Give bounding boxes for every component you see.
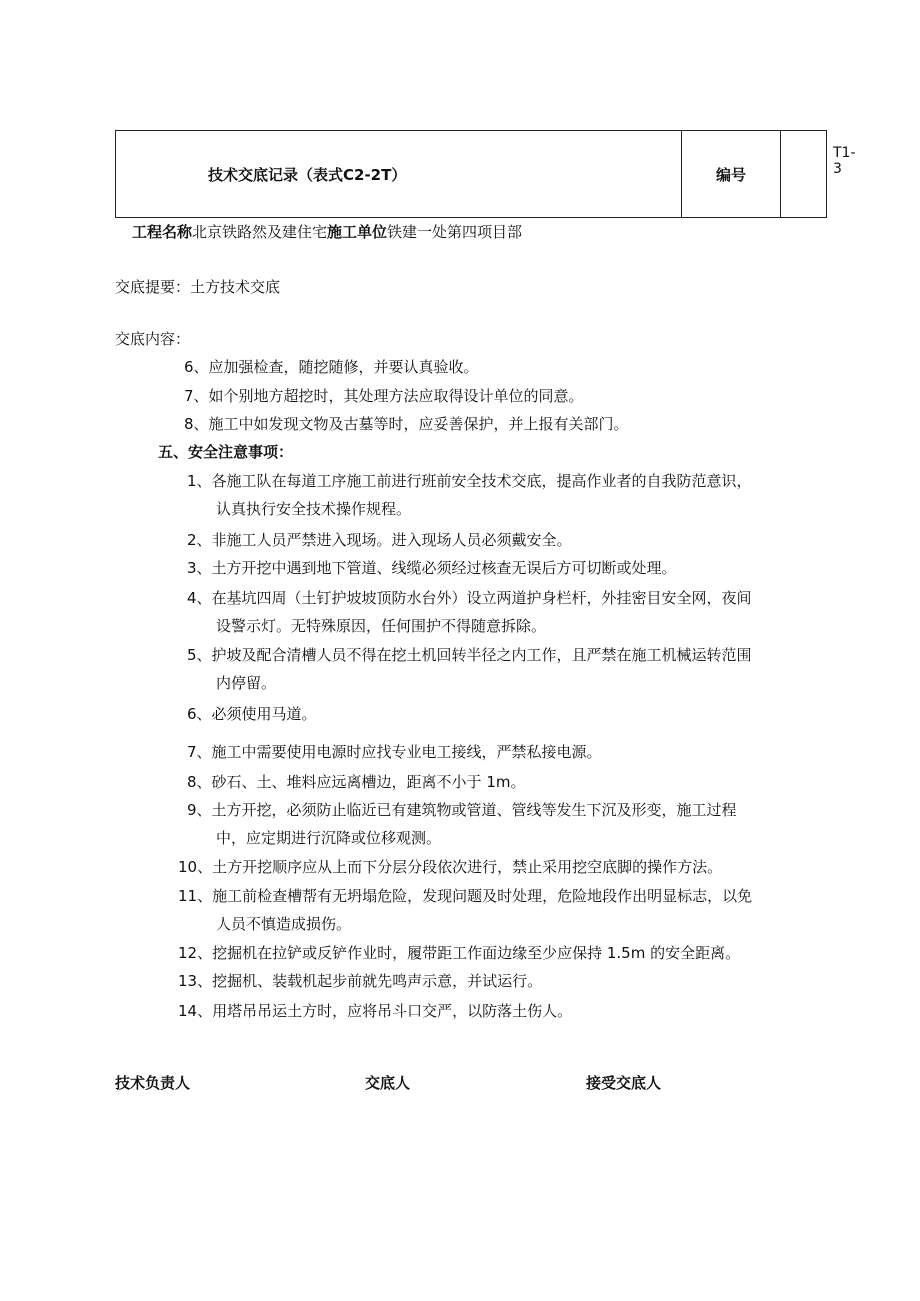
safety-item	[187, 800, 737, 820]
project-name-label: 工程名称	[132, 223, 193, 241]
content-item-text: 施工中如发现文物及古墓等时，应妥善保护，并上报有关部门。	[208, 415, 629, 433]
safety-item	[178, 1001, 572, 1021]
safety-item-number: 14、	[178, 1002, 213, 1020]
safety-item-continuation: 内停留。	[216, 674, 277, 692]
safety-item	[187, 558, 677, 578]
safety-item	[187, 704, 317, 724]
safety-item	[187, 645, 752, 665]
safety-item	[187, 742, 602, 762]
safety-item-text: 各施工队在每道工序施工前进行班前安全技术交底，提高作业者的自我防范意识，	[211, 472, 752, 490]
safety-item-text: 土方开挖顺序应从上而下分层分段依次进行，禁止采用挖空底脚的操作方法。	[212, 858, 723, 876]
document-title: 技术交底记录（表式C2-2T）	[116, 131, 682, 218]
project-name-value: 北京铁路然及建住宅	[192, 223, 328, 241]
safety-item-text: 必须使用马道。	[211, 705, 317, 723]
content-label: 交底内容：	[115, 330, 191, 348]
safety-item-text: 砂石、土、堆料应远离槽边，距离不小于 1m。	[211, 773, 526, 791]
safety-item-number: 11、	[178, 887, 213, 905]
safety-item-text: 在基坑四周（土钉护坡坡顶防水台外）设立两道护身栏杆，外挂密目安全网，夜间	[211, 589, 752, 607]
safety-item	[187, 772, 525, 792]
header-table	[115, 130, 856, 218]
safety-item-number: 6、	[187, 705, 212, 723]
safety-item-continuation: 认真执行安全技术操作规程。	[216, 500, 412, 518]
safety-item-text: 土方开挖，必须防止临近已有建筑物或管道、管线等发生下沉及形变，施工过程	[211, 801, 737, 819]
safety-item	[178, 857, 722, 877]
summary-label: 交底提要：	[115, 278, 191, 296]
safety-item	[187, 471, 752, 491]
safety-item-number: 13、	[178, 972, 213, 990]
content-item-number: 8、	[184, 415, 209, 433]
content-item	[184, 386, 584, 406]
safety-item	[187, 588, 752, 608]
safety-item-number: 9、	[187, 801, 212, 819]
safety-item	[187, 530, 572, 550]
construction-unit-value: 铁建一处第四项目部	[387, 223, 523, 241]
safety-item-number: 10、	[178, 858, 213, 876]
safety-item-text: 施工前检查槽帮有无坍塌危险，发现问题及时处理，危险地段作出明显标志，以免	[212, 887, 753, 905]
safety-item-number: 7、	[187, 743, 212, 761]
number-cell	[781, 131, 856, 218]
safety-item-text: 挖掘机在拉铲或反铲作业时，履带距工作面边缘至少应保持 1.5m 的安全距离。	[212, 944, 741, 962]
content-item	[184, 357, 479, 377]
safety-item-text: 护坡及配合清槽人员不得在挖土机回转半径之内工作，且严禁在施工机械运转范围	[211, 646, 752, 664]
safety-item-text: 施工中需要使用电源时应找专业电工接线，严禁私接电源。	[211, 743, 602, 761]
number-label: 编号	[682, 131, 781, 218]
safety-item-text: 土方开挖中遇到地下管道、线缆必须经过核查无误后方可切断或处理。	[211, 559, 677, 577]
receiver-signature-label: 接受交底人	[586, 1074, 662, 1092]
safety-item-text: 挖掘机、装载机起步前就先鸣声示意，并试运行。	[212, 972, 543, 990]
safety-item-continuation: 设警示灯。无特殊原因，任何围护不得随意拆除。	[216, 617, 547, 635]
content-item-number: 6、	[184, 358, 209, 376]
content-item	[184, 414, 629, 434]
safety-item-number: 4、	[187, 589, 212, 607]
safety-item-text: 非施工人员严禁进入现场。进入现场人员必须戴安全。	[211, 531, 572, 549]
section-title: 五、安全注意事项：	[158, 443, 294, 461]
safety-item-text: 用塔吊吊运土方时，应将吊斗口交严，以防落土伤人。	[212, 1002, 573, 1020]
presenter-signature-label: 交底人	[365, 1074, 411, 1092]
content-item-number: 7、	[184, 387, 209, 405]
construction-unit-label: 施工单位	[327, 223, 388, 241]
safety-item	[178, 971, 542, 991]
safety-item-number: 1、	[187, 472, 212, 490]
content-item-text: 如个别地方超挖时，其处理方法应取得设计单位的同意。	[208, 387, 584, 405]
safety-item	[178, 886, 752, 906]
tech-lead-signature-label: 技术负责人	[115, 1074, 191, 1092]
content-item-text: 应加强检查，随挖随修，并要认真验收。	[208, 358, 479, 376]
summary-line	[115, 277, 280, 297]
summary-value: 土方技术交底	[190, 278, 281, 296]
safety-item-number: 5、	[187, 646, 212, 664]
project-line	[132, 222, 522, 242]
safety-item-continuation: 中，应定期进行沉降或位移观测。	[216, 829, 442, 847]
safety-item-number: 2、	[187, 531, 212, 549]
safety-item-number: 12、	[178, 944, 213, 962]
safety-item-continuation: 人员不慎造成损伤。	[216, 915, 352, 933]
safety-item-number: 3、	[187, 559, 212, 577]
number-value: T1-3	[833, 145, 856, 177]
safety-item	[178, 943, 740, 963]
safety-item-number: 8、	[187, 773, 212, 791]
